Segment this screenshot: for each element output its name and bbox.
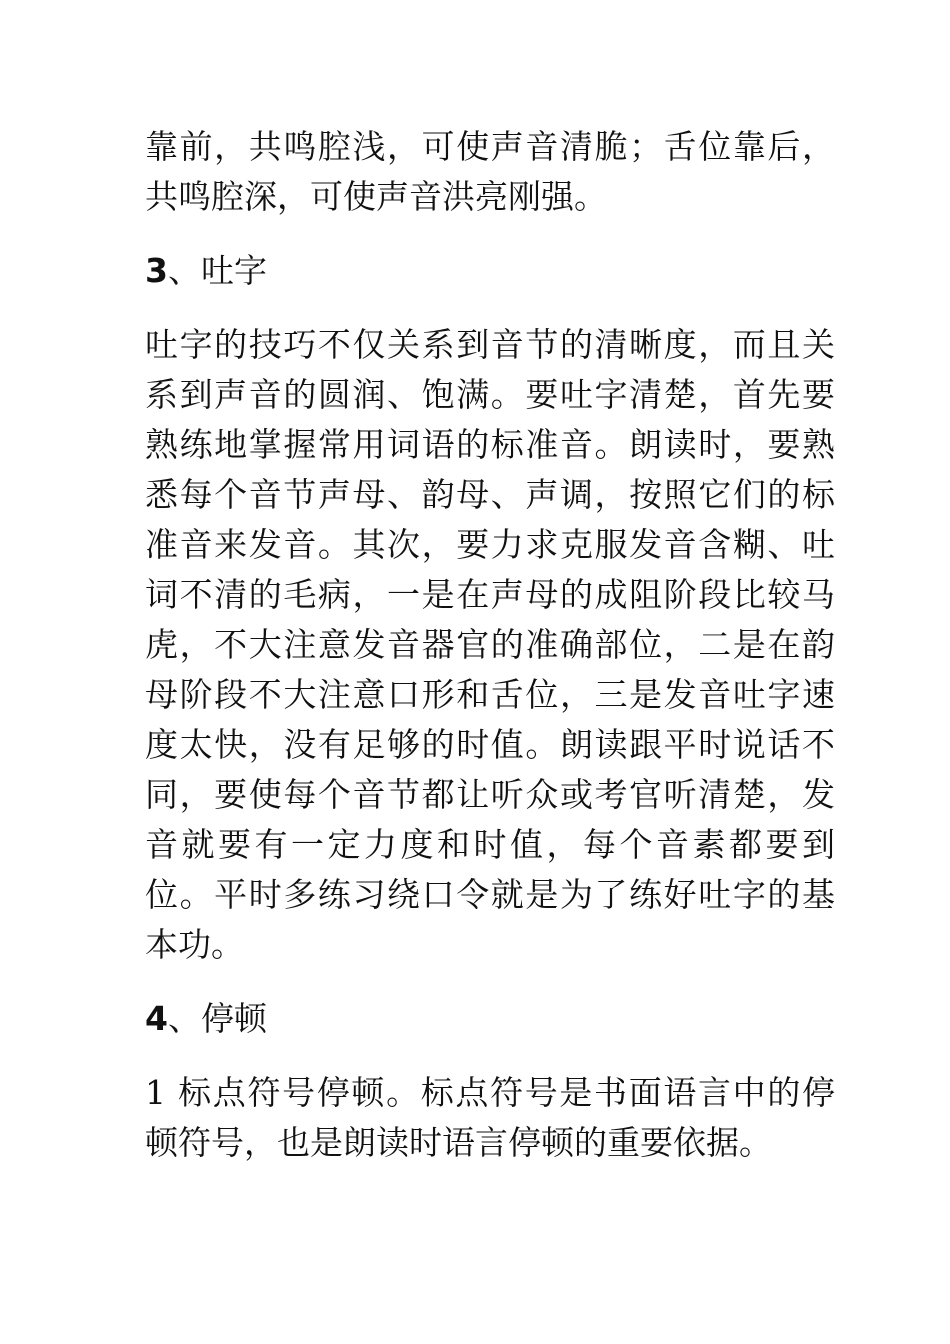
section-title: 、吐字 [167,251,267,290]
section-number: 4 [145,999,168,1038]
paragraph-enunciation: 吐字的技巧不仅关系到音节的清晰度，而且关系到声音的圆润、饱满。要吐字清楚，首先要熟练地掌握常用词语的标准音。朗读时，要熟悉每个音节声母、韵母、声调，按照它们的标准音来发音。其次，要力求克服发音含糊、吐词不清的毛病，一是在声母的成阻阶段比较马虎，不大注意发音器官的准确部位，二是在韵母阶段不大注意口形和舌位，三是发音吐字速度太快，没有足够的时值。朗读跟平时说话不同，要使每个音节都让听众或考官听清楚，发音就要有一定力度和时值，每个音素都要到位。平时多练习绕口令就是为了练好吐字的基本功。 [145,325,835,964]
section-heading-pause [145,994,835,1044]
section-title: 、停顿 [167,999,267,1038]
section-number: 3 [145,251,168,290]
section-heading-enunciation [145,246,835,296]
paragraph-resonance: 靠前，共鸣腔浅，可使声音清脆；舌位靠后，共鸣腔深，可使声音洪亮刚强。 [145,127,835,216]
spacer [145,296,835,320]
document-page [145,122,835,1168]
paragraph-punctuation-pause: 1 标点符号停顿。标点符号是书面语言中的停顿符号，也是朗读时语言停顿的重要依据。 [145,1073,835,1162]
spacer [145,222,835,246]
spacer [145,970,835,994]
spacer [145,1044,835,1068]
